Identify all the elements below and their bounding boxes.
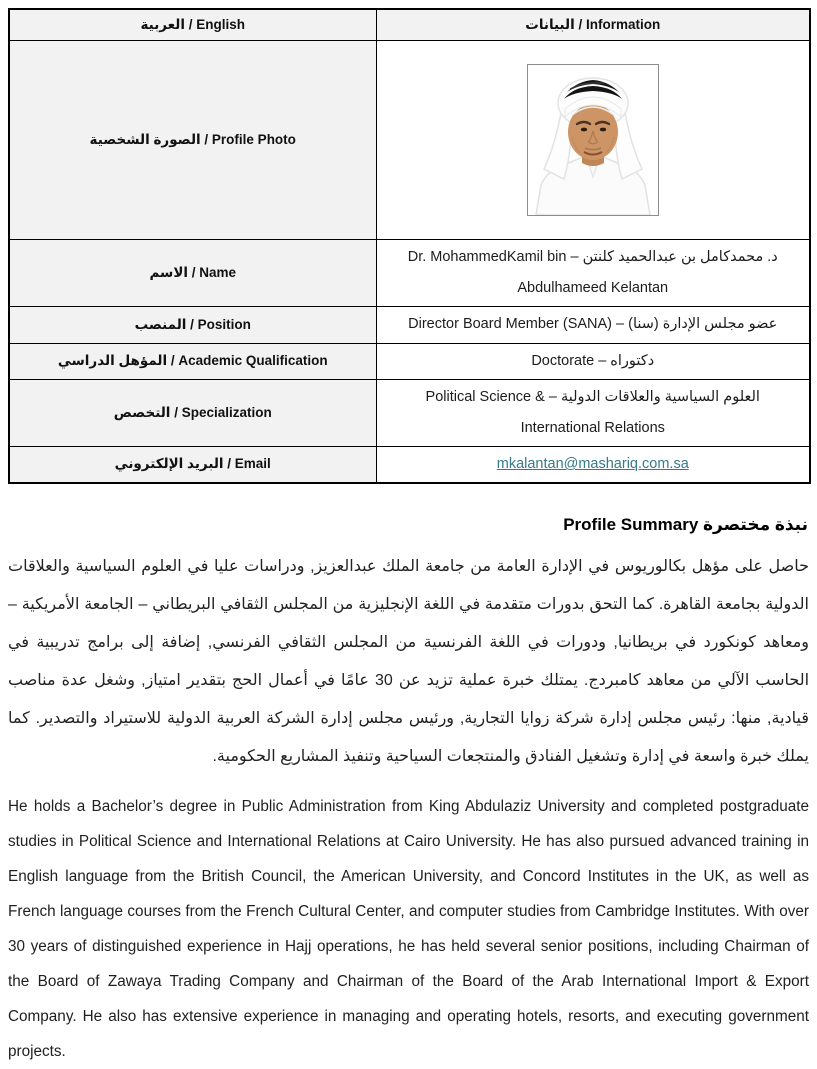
- summary-heading: نبذة مختصرة Profile Summary: [563, 515, 808, 535]
- value-specialization: العلوم السياسية والعلاقات الدولية – Political Science & International Relations: [376, 379, 810, 446]
- table-row-name: [9, 240, 810, 307]
- table-row-specialization: [9, 379, 810, 446]
- header-information-column: البيانات / Information: [376, 9, 810, 41]
- label-name: الاسم / Name: [9, 240, 376, 307]
- label-email: البريد الإلكتروني / Email: [9, 447, 376, 484]
- profile-info-table: [8, 8, 811, 484]
- value-email-cell: [376, 447, 810, 484]
- value-position: عضو مجلس الإدارة (سنا) – Director Board Member (SANA): [376, 307, 810, 343]
- value-academic-qualification: دكتوراه – Doctorate: [376, 343, 810, 379]
- summary-english-paragraph: He holds a Bachelor’s degree in Public Administration from King Abdulaziz University and completed postgraduate studies in Political Science and International Relations at Cairo University. He has also pursued advanced training in English language from the British Council, the American University, and Concord Institutes in the UK, as well as French language courses from the French Cultural Center, and computer studies from Cambridge Institutes. With over 30 years of distinguished experience in Hajj operations, he has held several senior positions, including Chairman of the Board of Zawaya Trading Company and Chairman of the Board of the Arab International Import & Export Company. He also has extensive experience in managing and operating hotels, resorts, and executing government projects.: [8, 798, 809, 1061]
- value-name: د. محمدكامل بن عبدالحميد كلنتن – Dr. MohammedKamil bin Abdulhameed Kelantan: [376, 240, 810, 307]
- label-profile-photo: الصورة الشخصية / Profile Photo: [9, 41, 376, 240]
- email-link[interactable]: mkalantan@mashariq.com.sa: [496, 456, 689, 473]
- label-academic-qualification: المؤهل الدراسي / Academic Qualification: [9, 343, 376, 379]
- header-language-column: العربية / English: [9, 9, 376, 41]
- table-row-position: [9, 307, 810, 343]
- profile-photo: [527, 64, 659, 216]
- portrait-illustration: [528, 65, 658, 215]
- summary-arabic-paragraph: حاصل على مؤهل بكالوريوس في الإدارة العامة من جامعة الملك عبدالعزيز, ودراسات عليا في العلوم السياسية والعلاقات الدولية بجامعة القاهرة. كما التحق بدورات متقدمة في اللغة الإنجليزية من المجلس الثقافي البريطاني – الجامعة الأمريكية – ومعاهد كونكورد في بريطانيا, ودورات في اللغة الفرنسية من المجلس الثقافي الفرنسي, إضافة إلى برامج تدريبية في الحاسب الآلي من معاهد كامبردج. يمتلك خبرة عملية تزيد عن 30 عامًا في أعمال الحج بتقدير امتياز, وشغل عدة مناصب قيادية, منها: رئيس مجلس إدارة شركة زوايا التجارية, ورئيس مجلس إدارة الشركة العربية الدولية للاستيراد والتصدير. كما يملك خبرة واسعة في إدارة وتشغيل الفنادق والمنتجعات السياحية وتنفيذ المشاريع الحكومية.: [8, 558, 810, 766]
- table-row-academic-qualification: [9, 343, 810, 379]
- table-header-row: [9, 9, 810, 41]
- table-row-email: [9, 447, 810, 484]
- label-position: المنصب / Position: [9, 307, 376, 343]
- photo-cell: [376, 41, 810, 240]
- table-row-photo: [9, 41, 810, 240]
- label-specialization: التخصص / Specialization: [9, 379, 376, 446]
